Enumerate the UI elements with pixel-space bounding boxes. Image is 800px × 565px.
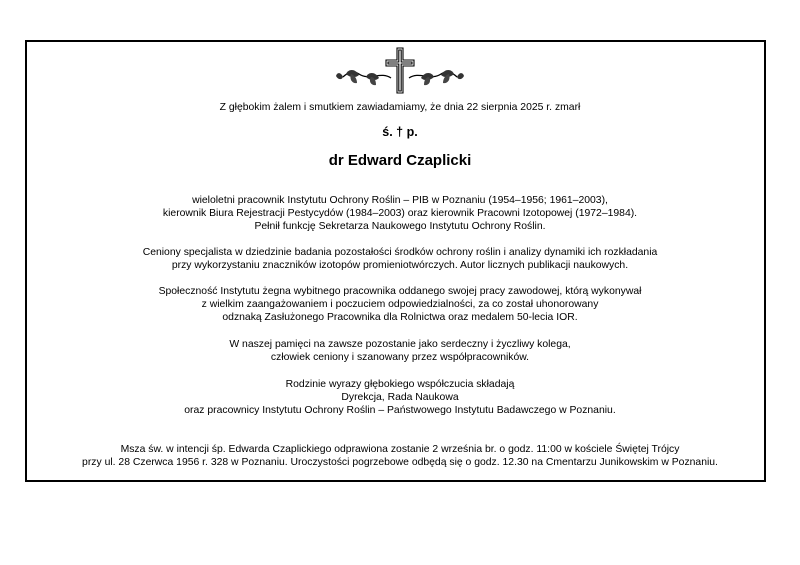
deceased-name: dr Edward Czaplicki xyxy=(328,152,472,169)
condolences-line: Rodzinie wyrazy głębokiego współczucia składają xyxy=(285,379,515,390)
intro-text: Z głębokim żalem i smutkiem zawiadamiamy, że dnia 22 sierpnia 2025 r. zmarł xyxy=(219,102,581,113)
expertise-line: przy wykorzystaniu znaczników izotopów promieniotwórczych. Autor licznych publikacji naukowych. xyxy=(171,260,629,271)
expertise-line: Ceniony specjalista w dziedzinie badania pozostałości środków ochrony roślin i analizy dynamiki ich rozkładania xyxy=(142,247,658,258)
career-line: wieloletni pracownik Instytutu Ochrony Roślin – PIB w Poznaniu (1954–1956; 1961–2003), xyxy=(192,195,608,206)
memory-line: W naszej pamięci na zawsze pozostanie jako serdeczny i życzliwy kolega, xyxy=(229,339,571,350)
funeral-line: przy ul. 28 Czerwca 1956 r. 328 w Poznaniu. Uroczystości pogrzebowe odbędą się o godz. 12.30 na Cmentarzu Junikowskim w Poznaniu. xyxy=(82,457,718,468)
farewell-line: odznaką Zasłużonego Pracownika dla Rolnictwa oraz medalem 50-lecia IOR. xyxy=(222,312,578,323)
career-line: kierownik Biura Rejestracji Pestycydów (1984–2003) oraz kierownik Pracowni Izotopowej (1972–1984). xyxy=(162,208,638,219)
deceased-prefix: ś. † p. xyxy=(382,125,418,139)
latin-cross-with-leaves-icon xyxy=(335,47,465,95)
condolences-line: oraz pracownicy Instytutu Ochrony Roślin – Państwowego Instytutu Badawczego w Poznaniu. xyxy=(184,405,616,416)
farewell-line: z wielkim zaangażowaniem i poczuciem odpowiedzialności, za co został uhonorowany xyxy=(201,299,599,310)
memory-line: człowiek ceniony i szanowany przez współpracowników. xyxy=(270,352,530,363)
funeral-line: Msza św. w intencji śp. Edwarda Czaplickiego odprawiona zostanie 2 września br. o godz. 11:00 w kościele Świętej Trójcy xyxy=(120,444,680,455)
farewell-line: Społeczność Instytutu żegna wybitnego pracownika oddanego swojej pracy zawodowej, którą wykonywał xyxy=(158,286,642,297)
condolences-line: Dyrekcja, Rada Naukowa xyxy=(341,392,459,403)
career-line: Pełnił funkcję Sekretarza Naukowego Instytutu Ochrony Roślin. xyxy=(254,221,546,232)
